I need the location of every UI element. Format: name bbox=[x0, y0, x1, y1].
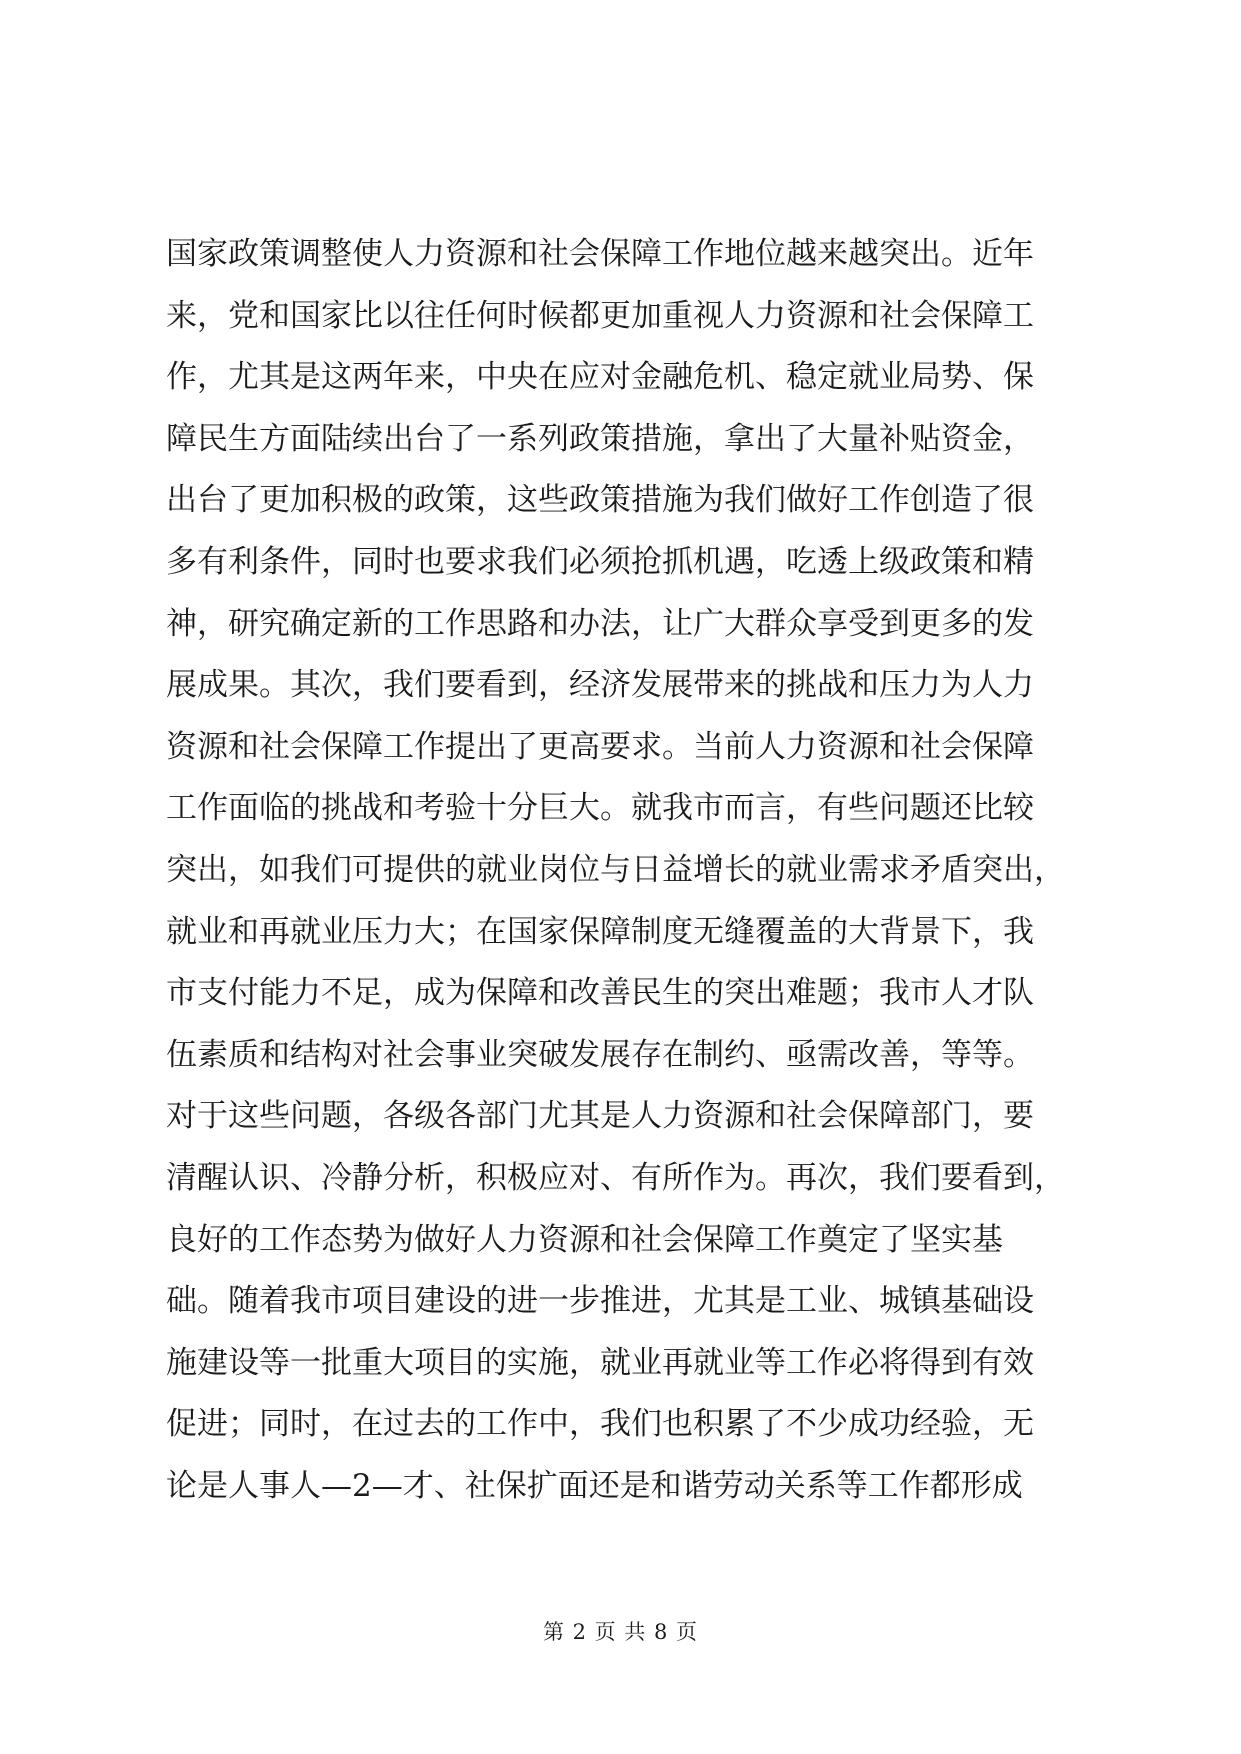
text-line: 对于这些问题，各级各部门尤其是人力资源和社会保障部门，要 bbox=[166, 1098, 1034, 1135]
text-line: 作，尤其是这两年来，中央在应对金融危机、稳定就业局势、保 bbox=[166, 359, 1034, 396]
text-line: 出台了更加积极的政策，这些政策措施为我们做好工作创造了很 bbox=[166, 482, 1034, 519]
text-line: 促进；同时，在过去的工作中，我们也积累了不少成功经验，无 bbox=[166, 1406, 1034, 1443]
text-line: 施建设等一批重大项目的实施，就业再就业等工作必将得到有效 bbox=[166, 1344, 1034, 1381]
text-line: 良好的工作态势为做好人力资源和社会保障工作奠定了坚实基 bbox=[166, 1221, 1003, 1258]
text-line: 就业和再就业压力大；在国家保障制度无缝覆盖的大背景下，我 bbox=[166, 913, 1034, 950]
text-line: 市支付能力不足，成为保障和改善民生的突出难题；我市人才队 bbox=[166, 975, 1034, 1012]
body-text bbox=[166, 224, 1086, 1517]
text-line: 障民生方面陆续出台了一系列政策措施，拿出了大量补贴资金， bbox=[166, 420, 1034, 457]
text-line: 清醒认识、冷静分析，积极应对、有所作为。再次，我们要看到， bbox=[166, 1159, 1065, 1196]
text-line: 多有利条件，同时也要求我们必须抢抓机遇，吃透上级政策和精 bbox=[166, 543, 1034, 580]
text-line: 神，研究确定新的工作思路和办法，让广大群众享受到更多的发 bbox=[166, 605, 1034, 642]
text-line: 伍素质和结构对社会事业突破发展存在制约、亟需改善，等等。 bbox=[166, 1036, 1034, 1073]
text-line: 展成果。其次，我们要看到，经济发展带来的挑战和压力为人力 bbox=[166, 667, 1034, 704]
text-line: 工作面临的挑战和考验十分巨大。就我市而言，有些问题还比较 bbox=[166, 790, 1034, 827]
text-line: 来，党和国家比以往任何时候都更加重视人力资源和社会保障工 bbox=[166, 297, 1034, 334]
text-line: 国家政策调整使人力资源和社会保障工作地位越来越突出。近年 bbox=[166, 236, 1034, 272]
text-line: 础。随着我市项目建设的进一步推进，尤其是工业、城镇基础设 bbox=[166, 1283, 1034, 1320]
text-line: 突出，如我们可提供的就业岗位与日益增长的就业需求矛盾突出， bbox=[166, 851, 1065, 888]
text-line: 资源和社会保障工作提出了更高要求。当前人力资源和社会保障 bbox=[166, 728, 1034, 765]
text-line: 论是人事人—2—才、社保扩面还是和谐劳动关系等工作都形成 bbox=[166, 1467, 1023, 1504]
page-number-footer: 第 2 页 共 8 页 bbox=[542, 1620, 699, 1644]
